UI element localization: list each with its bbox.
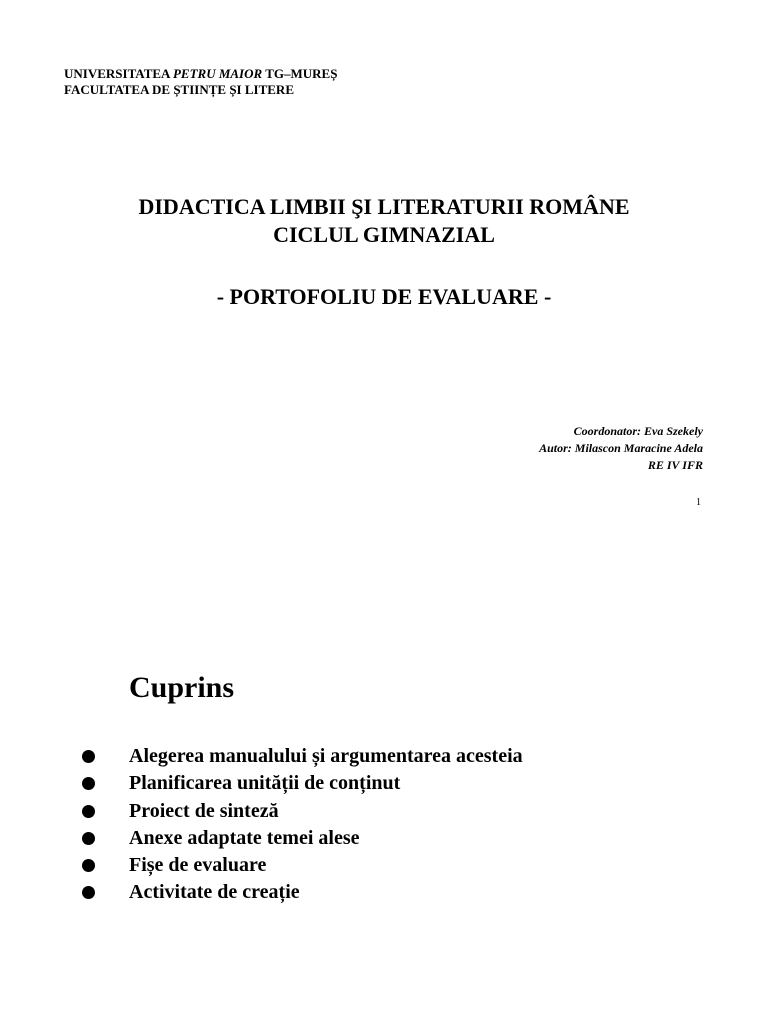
bullet-icon [82,750,95,763]
university-line [64,66,337,82]
document-title [0,193,768,249]
author: Autor: Milascon Maracine Adela [539,441,703,455]
university-suffix: TG–MUREȘ [262,66,338,81]
university-prefix: UNIVERSITATEA [64,66,173,81]
credits-block [539,423,703,474]
toc-item-label: Alegerea manualului și argumentarea acesteia [129,745,523,767]
bullet-icon [82,886,95,899]
toc-item-label: Proiect de sinteză [129,799,279,822]
title-line-2: CICLUL GIMNAZIAL [273,222,495,247]
toc-item-label: Planificarea unității de conținut [129,772,401,795]
institution-header [64,66,337,98]
toc-item-label: Fișe de evaluare [129,854,267,877]
list-item [80,825,523,852]
title-line-1: DIDACTICA LIMBII ŞI LITERATURII ROMÂNE [138,194,630,219]
bullet-icon [82,859,95,872]
toc-item-label: Anexe adaptate temei alese [129,826,360,849]
coordinator: Coordonator: Eva Szekely [573,424,703,438]
page-number: 1 [696,497,701,508]
list-item [80,852,523,879]
bullet-icon [82,832,95,845]
toc-title: Cuprins [129,671,235,704]
bullet-icon [82,805,95,818]
university-name: PETRU MAIOR [172,66,263,81]
toc-item-label: Activitate de creație [129,881,300,904]
list-item [80,798,523,825]
bullet-icon [82,777,95,790]
faculty-line: FACULTATEA DE ȘTIINȚE ȘI LITERE [64,82,294,97]
list-item [80,879,523,906]
group: RE IV IFR [647,458,703,472]
list-item [80,743,523,770]
document-subtitle: - PORTOFOLIU DE EVALUARE - [216,284,552,309]
list-item [80,770,523,797]
toc-list [80,743,523,907]
